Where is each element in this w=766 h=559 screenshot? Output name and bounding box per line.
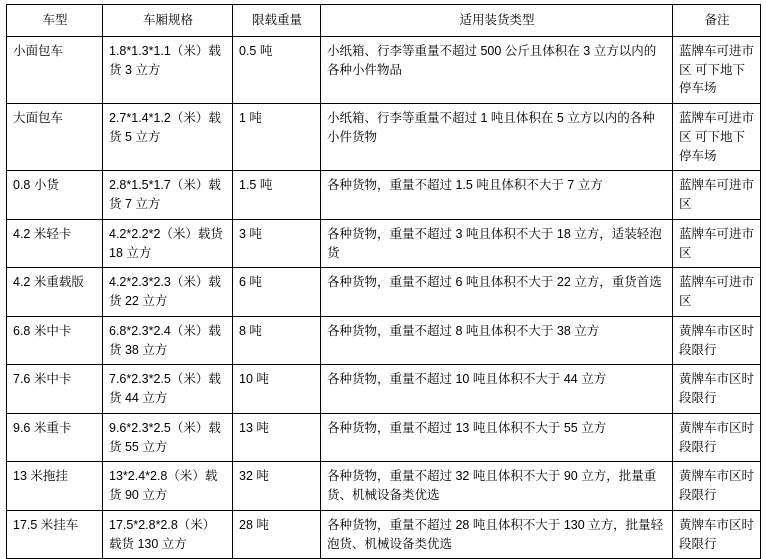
vehicle-spec-table bbox=[6, 4, 761, 559]
table-row bbox=[7, 36, 761, 103]
table-row bbox=[7, 413, 761, 462]
cell-load: 3 吨 bbox=[233, 219, 321, 268]
cell-usage: 各种货物，重量不超过 13 吨且体积不大于 55 立方 bbox=[321, 413, 673, 462]
cell-usage: 各种货物，重量不超过 8 吨且体积不大于 38 立方 bbox=[321, 316, 673, 365]
cell-usage: 各种货物，重量不超过 10 吨且体积不大于 44 立方 bbox=[321, 365, 673, 414]
cell-model: 大面包车 bbox=[7, 104, 103, 171]
cell-spec: 7.6*2.3*2.5（米）载货 44 立方 bbox=[103, 365, 233, 414]
cell-remark: 黄牌车市区时段限行 bbox=[673, 462, 761, 511]
cell-usage: 各种货物，重量不超过 28 吨且体积不大于 130 立方，批量轻泡货、机械设备类优选 bbox=[321, 510, 673, 559]
cell-spec: 2.7*1.4*1.2（米）载货 5 立方 bbox=[103, 104, 233, 171]
table-row bbox=[7, 171, 761, 220]
cell-usage: 各种货物，重量不超过 32 吨且体积不大于 90 立方，批量重货、机械设备类优选 bbox=[321, 462, 673, 511]
table-header bbox=[7, 5, 761, 37]
table-row bbox=[7, 462, 761, 511]
table-row bbox=[7, 510, 761, 559]
cell-spec: 4.2*2.2*2（米）载货 18 立方 bbox=[103, 219, 233, 268]
table-row bbox=[7, 268, 761, 317]
cell-load: 1.5 吨 bbox=[233, 171, 321, 220]
cell-spec: 6.8*2.3*2.4（米）载货 38 立方 bbox=[103, 316, 233, 365]
cell-load: 1 吨 bbox=[233, 104, 321, 171]
cell-spec: 2.8*1.5*1.7（米）载货 7 立方 bbox=[103, 171, 233, 220]
table-body bbox=[7, 36, 761, 559]
cell-model: 7.6 米中卡 bbox=[7, 365, 103, 414]
cell-remark: 黄牌车市区时段限行 bbox=[673, 316, 761, 365]
cell-model: 4.2 米重载版 bbox=[7, 268, 103, 317]
cell-remark: 蓝牌车可进市区 bbox=[673, 219, 761, 268]
cell-remark: 蓝牌车可进市区 可下地下停车场 bbox=[673, 104, 761, 171]
cell-usage: 各种货物，重量不超过 1.5 吨且体积不大于 7 立方 bbox=[321, 171, 673, 220]
cell-usage: 各种货物，重量不超过 6 吨且体积不大于 22 立方，重货首选 bbox=[321, 268, 673, 317]
cell-load: 28 吨 bbox=[233, 510, 321, 559]
cell-remark: 蓝牌车可进市区 bbox=[673, 171, 761, 220]
cell-remark: 黄牌车市区时段限行 bbox=[673, 510, 761, 559]
column-header-load: 限载重量 bbox=[233, 5, 321, 37]
column-header-usage: 适用装货类型 bbox=[321, 5, 673, 37]
cell-spec: 13*2.4*2.8（米）载货 90 立方 bbox=[103, 462, 233, 511]
table-row bbox=[7, 219, 761, 268]
cell-remark: 蓝牌车可进市区 可下地下停车场 bbox=[673, 36, 761, 103]
cell-model: 4.2 米轻卡 bbox=[7, 219, 103, 268]
cell-model: 小面包车 bbox=[7, 36, 103, 103]
cell-remark: 蓝牌车可进市区 bbox=[673, 268, 761, 317]
cell-load: 6 吨 bbox=[233, 268, 321, 317]
cell-spec: 9.6*2.3*2.5（米）载货 55 立方 bbox=[103, 413, 233, 462]
cell-model: 17.5 米挂车 bbox=[7, 510, 103, 559]
cell-load: 13 吨 bbox=[233, 413, 321, 462]
cell-load: 10 吨 bbox=[233, 365, 321, 414]
table-row bbox=[7, 365, 761, 414]
table-row bbox=[7, 316, 761, 365]
cell-model: 9.6 米重卡 bbox=[7, 413, 103, 462]
cell-model: 13 米拖挂 bbox=[7, 462, 103, 511]
cell-model: 6.8 米中卡 bbox=[7, 316, 103, 365]
cell-load: 0.5 吨 bbox=[233, 36, 321, 103]
cell-remark: 黄牌车市区时段限行 bbox=[673, 365, 761, 414]
cell-load: 32 吨 bbox=[233, 462, 321, 511]
cell-spec: 1.8*1.3*1.1（米）载货 3 立方 bbox=[103, 36, 233, 103]
cell-spec: 17.5*2.8*2.8（米）载货 130 立方 bbox=[103, 510, 233, 559]
cell-remark: 黄牌车市区时段限行 bbox=[673, 413, 761, 462]
cell-spec: 4.2*2.3*2.3（米）载货 22 立方 bbox=[103, 268, 233, 317]
cell-load: 8 吨 bbox=[233, 316, 321, 365]
column-header-model: 车型 bbox=[7, 5, 103, 37]
table-row bbox=[7, 104, 761, 171]
column-header-spec: 车厢规格 bbox=[103, 5, 233, 37]
cell-model: 0.8 小货 bbox=[7, 171, 103, 220]
cell-usage: 各种货物，重量不超过 3 吨且体积不大于 18 立方，适装轻泡货 bbox=[321, 219, 673, 268]
column-header-remark: 备注 bbox=[673, 5, 761, 37]
table-header-row bbox=[7, 5, 761, 37]
cell-usage: 小纸箱、行李等重量不超过 500 公斤且体积在 3 立方以内的各种小件物品 bbox=[321, 36, 673, 103]
cell-usage: 小纸箱、行李等重量不超过 1 吨且体积在 5 立方以内的各种小件货物 bbox=[321, 104, 673, 171]
